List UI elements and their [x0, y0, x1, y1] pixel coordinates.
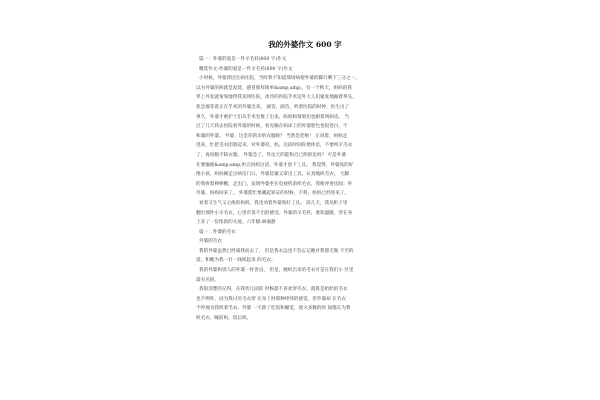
section-heading: 篇一：外婆的毛衣 [199, 229, 236, 235]
document-body [196, 55, 414, 324]
text-line: 织毛衣，睡前织，饭后织。 [196, 316, 252, 322]
text-line: 不停地为我织着毛衣。外婆 一天除了吃饭和睡觉，他大多数的时 间都在为我 [196, 306, 351, 312]
document-page [196, 40, 414, 388]
text-line: 和蔼的外婆。 外婆，这是你的亲的衣服呀？ 当然是您啦！ 正说着，妈妈走 [196, 133, 348, 139]
text-line: 最有名的。 [196, 277, 219, 283]
text-line: 了，再说她不缺衣服。 外婆急了，外边天的能和自己织的比吗？ 可是外婆 [196, 152, 346, 158]
text-line: 以为外婆的病就是发烧，感冒那样简单&amp;amp;。有一个秋天，妈妈的我 [196, 85, 352, 91]
text-line: 精选作文:外婆的爱是一件羊毛衫(600 字)作文 [199, 66, 293, 72]
text-line: 看着又生气又心疼的妈妈，我也劝着外婆收好工具。 前几天，我从柜子里 [199, 200, 348, 206]
text-line: 也不例外，因为我讨厌毛衣穿 在身上时那种痒痒的感觉，但外婆却 在毛衣 [196, 296, 346, 302]
text-line: 事久，外婆才被护士们从手术室推了出来，妈妈和舅舅们也跟着到病房。 当 [196, 114, 350, 120]
text-line: 篇一：外婆的爱是一件羊毛衫(600 字)作文 [199, 57, 287, 62]
text-line: 在要输液&amp;amp;听完妈妈这话，外婆才放下工具。 我觉得，外婆真的好 [196, 162, 354, 168]
text-line: 焦急地等着正在手术的外婆出来。 滴答，滴答，听着医院的时钟，医生出了 [196, 104, 350, 110]
text-line: 我的外婆和别人的外婆一样善良， 但是，她织出来的毛衣可是在我们小 区里 [199, 268, 354, 274]
text-line: 上多了一份浓浓的关爱。六年级:林嘉静 [196, 220, 276, 226]
text-line: 翻出那件小羊毛衣，心里有说不出的感受。外婆的羊毛衫，柔软温暖，穿在身 [196, 210, 353, 216]
text-line: 爱，和她为我一针一线织起来 的毛衣。 [196, 258, 276, 264]
document-title: 我的外婆作文 600 字 [268, 40, 342, 49]
section-subheading: 外婆的毛衣 [199, 239, 222, 245]
text-line: 我很清楚的记得，在我幼儿园的 时候最不喜欢穿毛衣，就算是奶奶的毛衣 [199, 287, 348, 293]
text-line: 的我拆着棒棒糖，走出门，发现外婆坐在电视机前织毛衣，我便冲进房间：外 [196, 181, 353, 187]
text-line: 我的外婆虽然已经离我而去了， 但是我永远也不会忘记她对我那无微 不至的 [199, 248, 354, 254]
text-line: 外婆，妈妈回来了。 外婆慌忙要藏起罪证的时候，不料，妈妈已经进来了。 [196, 191, 350, 197]
text-line: 过了几天我去医院看外婆的时候，看见躺在病床上的外婆脸色也很苍白，不 [196, 124, 348, 130]
text-line: 像小孩，妈妈刚走出病房门口，外婆赶紧又拿出工具，认真地织毛衣。 天脚 [196, 172, 350, 178]
text-line: 穿上外套就匆匆地带我来到医院，冰冷的医院手术室外大人们紧张地握着拳头， [196, 95, 357, 101]
text-line: 小时候，外婆曾因生病住院，当时我不知道那场病使外婆的脚只剩下三分之一， [199, 76, 360, 82]
text-line: 进来，忙把毛衣团收起来，对外婆说，妈，这段时间你要休息，不要织羊毛衣 [196, 143, 353, 149]
